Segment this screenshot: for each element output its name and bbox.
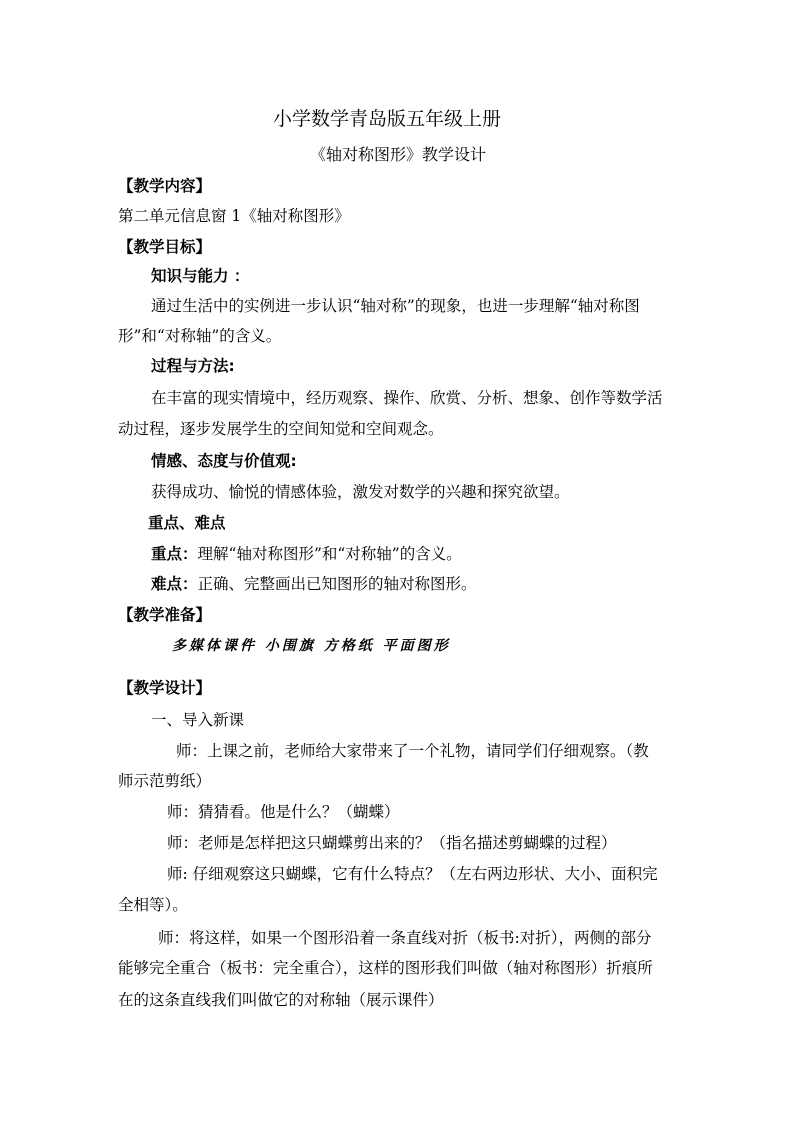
process-text-line1: 在丰富的现实情境中，经历观察、操作、欣赏、分析、想象、创作等数学活: [151, 389, 663, 407]
paragraph3: 师：老师是怎样把这只蝴蝶剪出来的？（指名描述剪蝴蝶的过程）: [167, 834, 617, 852]
keypoints-label: 重点、难点: [148, 514, 226, 532]
document-title: 小学数学青岛版五年级上册: [273, 108, 502, 130]
materials-list: 多媒体课件 小围旗 方格纸 平面图形: [172, 638, 451, 654]
section-heading-design: 【教学设计】: [118, 679, 212, 697]
paragraph5-line1: 师：将这样，如果一个图形沿着一条直线对折（板书:对折），两侧的部分: [158, 929, 652, 947]
section-heading-goals: 【教学目标】: [118, 238, 212, 256]
key-label: 重点：: [151, 545, 198, 563]
content-text: 第二单元信息窗 1《轴对称图形》: [118, 207, 350, 225]
process-label: 过程与方法:: [151, 357, 235, 375]
design-section1-title: 一、导入新课: [151, 711, 245, 729]
paragraph2: 师：猜猜看。他是什么？（蝴蝶）: [167, 803, 400, 821]
difficult-label: 难点：: [151, 575, 198, 593]
paragraph5-line2: 能够完全重合（板书：完全重合），这样的图形我们叫做（轴对称图形）折痕所: [118, 959, 653, 977]
key-text: 理解“轴对称图形”和“对称轴”的含义。: [197, 545, 462, 563]
section-heading-prep: 【教学准备】: [118, 606, 212, 624]
paragraph4-line2: 全相等）。: [118, 896, 188, 914]
key-point: [151, 544, 462, 564]
document-subtitle: 《轴对称图形》教学设计: [310, 145, 487, 164]
attitude-label: 情感、态度与价值观:: [151, 452, 297, 470]
knowledge-text-line1: 通过生活中的实例进一步认识“轴对称”的现象，也进一步理解“轴对称图: [151, 297, 640, 315]
paragraph5-line3: 在的这条直线我们叫做它的对称轴（展示课件）: [118, 991, 444, 1009]
difficult-text: 正确、完整画出已知图形的轴对称图形。: [197, 575, 477, 593]
paragraph1-line2: 师示范剪纸）: [118, 772, 212, 790]
process-text-line2: 动过程，逐步发展学生的空间知觉和空间观念。: [118, 420, 444, 438]
knowledge-label: 知识与能力 ：: [151, 267, 250, 285]
paragraph4-line1: 师: 仔细观察这只蝴蝶，它有什么特点？（左右两边形状、大小、面积完: [167, 865, 658, 883]
knowledge-text-line2: 形”和“对称轴”的含义。: [118, 327, 282, 345]
attitude-text: 获得成功、愉悦的情感体验，激发对数学的兴趣和探究欲望。: [151, 483, 570, 501]
difficult-point: [151, 574, 477, 594]
section-heading-content: 【教学内容】: [118, 177, 212, 195]
paragraph1-line1: 师：上课之前，老师给大家带来了一个礼物，请同学们仔细观察。（教: [176, 742, 649, 760]
